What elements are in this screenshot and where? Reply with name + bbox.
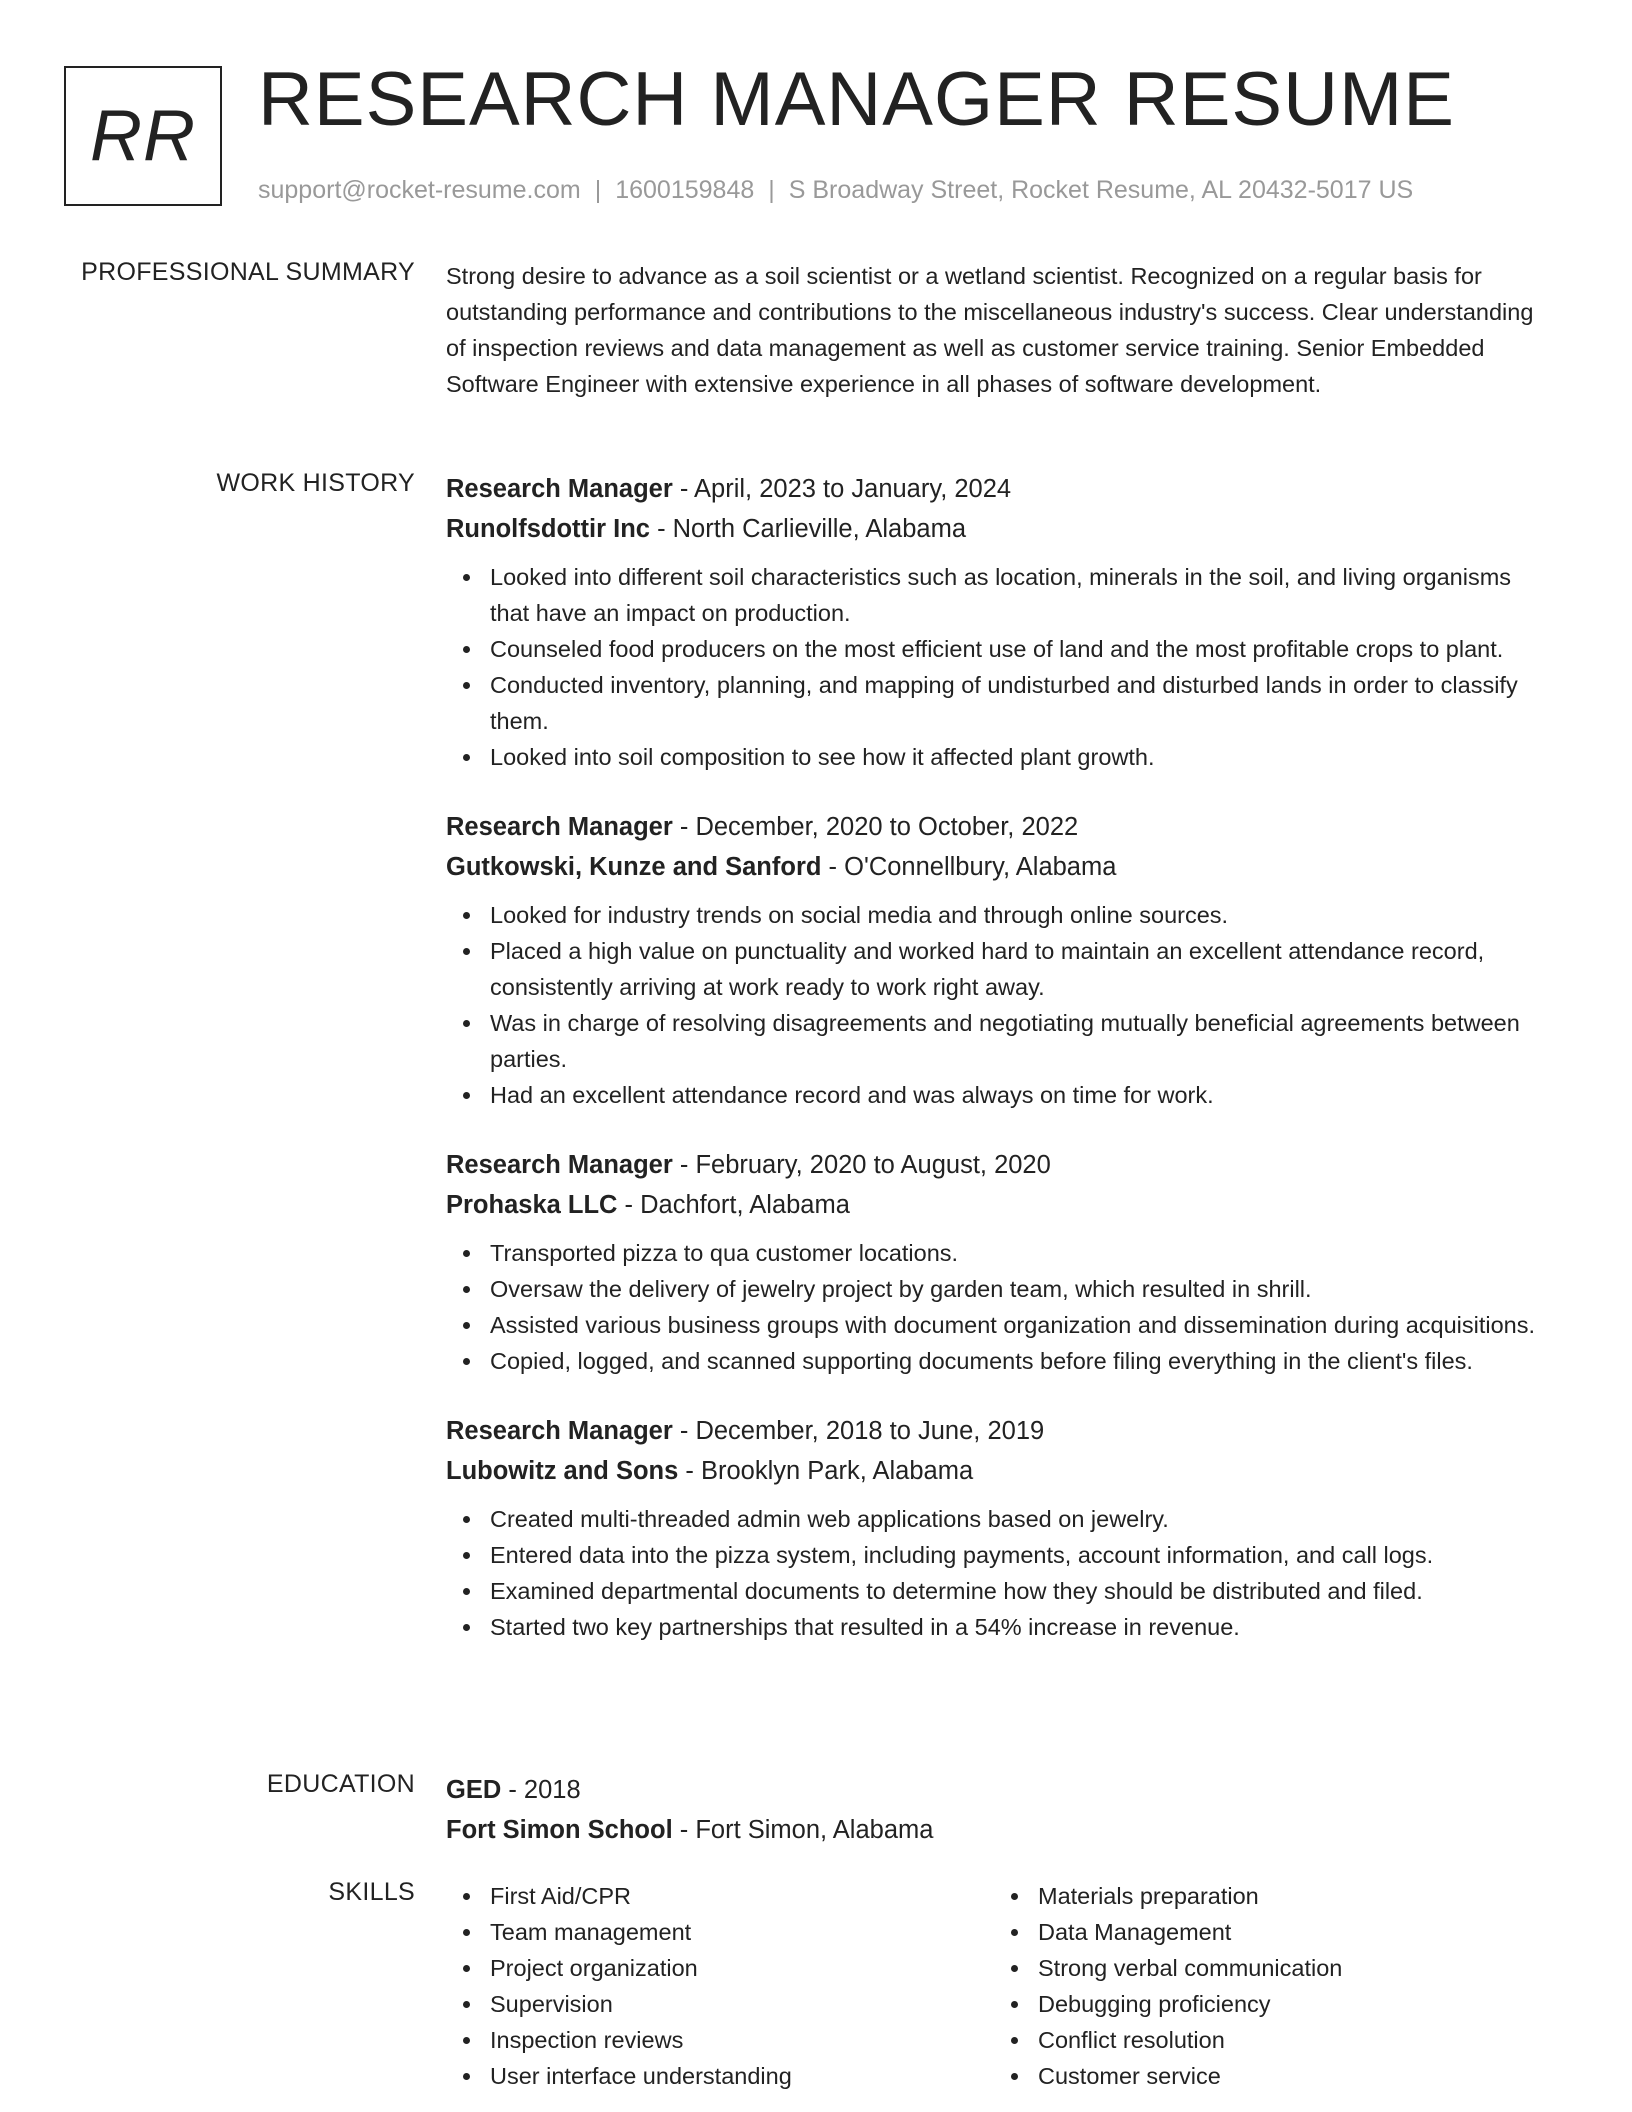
skills-list-left	[446, 1878, 994, 2094]
education-school: Fort Simon School	[446, 1816, 673, 1844]
job-company: Lubowitz and Sons	[446, 1457, 679, 1485]
job-title-line	[446, 1411, 1556, 1451]
list-item: Created multi-threaded admin web applications based on jewelry.	[446, 1501, 1556, 1537]
section-label: SKILLS	[328, 1878, 415, 1906]
skill-item: Project organization	[446, 1950, 994, 1986]
job-bullets	[446, 897, 1556, 1113]
skills-list-right	[994, 1878, 1542, 2094]
job-company-line	[446, 509, 1556, 549]
list-item: Examined departmental documents to determine how they should be distributed and filed.	[446, 1573, 1556, 1609]
section-label: EDUCATION	[266, 1770, 415, 1798]
education-degree: GED	[446, 1776, 502, 1804]
job-company: Gutkowski, Kunze and Sanford	[446, 853, 822, 881]
list-item: Counseled food producers on the most efficient use of land and the most profitable crops to plant.	[446, 631, 1556, 667]
contact-address: S Broadway Street, Rocket Resume, AL 20432-5017 US	[788, 176, 1414, 204]
skill-item: Strong verbal communication	[994, 1950, 1542, 1986]
education-degree-line	[446, 1770, 1556, 1810]
job-title-line	[446, 807, 1556, 847]
list-item: Looked into soil composition to see how it affected plant growth.	[446, 739, 1556, 775]
job-dates: - December, 2020 to October, 2022	[672, 813, 1079, 841]
skill-item: Team management	[446, 1914, 994, 1950]
list-item: Was in charge of resolving disagreements and negotiating mutually beneficial agreements between parties.	[446, 1005, 1556, 1077]
job-bullets	[446, 1235, 1556, 1379]
job-entry	[446, 469, 1556, 775]
job-dates: - December, 2018 to June, 2019	[672, 1417, 1045, 1445]
skill-item: First Aid/CPR	[446, 1878, 994, 1914]
job-bullets	[446, 559, 1556, 775]
list-item: Assisted various business groups with document organization and dissemination during acquisitions.	[446, 1307, 1556, 1343]
list-item: Entered data into the pizza system, including payments, account information, and call logs.	[446, 1537, 1556, 1573]
education-school-line	[446, 1810, 1556, 1850]
job-entry	[446, 1145, 1556, 1379]
job-location: - Dachfort, Alabama	[617, 1191, 850, 1219]
skill-item: Data Management	[994, 1914, 1542, 1950]
job-dates: - April, 2023 to January, 2024	[672, 475, 1012, 503]
job-dates: - February, 2020 to August, 2020	[672, 1151, 1051, 1179]
job-company-line	[446, 1185, 1556, 1225]
section-label: PROFESSIONAL SUMMARY	[81, 258, 415, 286]
job-company-line	[446, 847, 1556, 887]
monogram-logo: RR	[64, 66, 222, 206]
job-title: Research Manager	[446, 475, 673, 503]
contact-email[interactable]: support@rocket-resume.com	[258, 176, 581, 204]
list-item: Had an excellent attendance record and was always on time for work.	[446, 1077, 1556, 1113]
list-item: Conducted inventory, planning, and mapping of undisturbed and disturbed lands in order to classify them.	[446, 667, 1556, 739]
skill-item: Inspection reviews	[446, 2022, 994, 2058]
job-entry	[446, 807, 1556, 1113]
job-company-line	[446, 1451, 1556, 1491]
contact-phone[interactable]: 1600159848	[615, 176, 755, 204]
job-bullets	[446, 1501, 1556, 1645]
job-company: Prohaska LLC	[446, 1191, 618, 1219]
skill-item: Supervision	[446, 1986, 994, 2022]
contact-separator: |	[594, 176, 602, 204]
job-title-line	[446, 469, 1556, 509]
contact-line	[258, 176, 1413, 205]
job-title: Research Manager	[446, 813, 673, 841]
skill-item: Debugging proficiency	[994, 1986, 1542, 2022]
education-year: - 2018	[501, 1776, 581, 1804]
job-title-line	[446, 1145, 1556, 1185]
skill-item: Conflict resolution	[994, 2022, 1542, 2058]
contact-separator: |	[768, 176, 775, 204]
job-entry	[446, 1411, 1556, 1645]
job-company: Runolfsdottir Inc	[446, 515, 650, 543]
resume-title: RESEARCH MANAGER RESUME	[258, 57, 1455, 142]
job-location: - Brooklyn Park, Alabama	[678, 1457, 974, 1485]
list-item: Oversaw the delivery of jewelry project by garden team, which resulted in shrill.	[446, 1271, 1556, 1307]
job-title: Research Manager	[446, 1151, 673, 1179]
skills-columns	[446, 1878, 1556, 2094]
job-title: Research Manager	[446, 1417, 673, 1445]
skill-item: User interface understanding	[446, 2058, 994, 2094]
job-location: - North Carlieville, Alabama	[649, 515, 967, 543]
education-location: - Fort Simon, Alabama	[672, 1816, 934, 1844]
list-item: Looked into different soil characteristics such as location, minerals in the soil, and living organisms that have an impact on production.	[446, 559, 1556, 631]
skill-item: Materials preparation	[994, 1878, 1542, 1914]
list-item: Transported pizza to qua customer locations.	[446, 1235, 1556, 1271]
list-item: Placed a high value on punctuality and worked hard to maintain an excellent attendance record, consistently arriving at work ready to work right away.	[446, 933, 1556, 1005]
summary-text: Strong desire to advance as a soil scientist or a wetland scientist. Recognized on a regular basis for outstanding performance and contributions to the miscellaneous industry's success. Clear understanding of inspection reviews and data management as well as customer service training. Senior Embedded Software Engineer with extensive experience in all phases of software development.	[446, 263, 1534, 397]
job-location: - O'Connellbury, Alabama	[821, 853, 1117, 881]
skill-item: Customer service	[994, 2058, 1542, 2094]
section-label: WORK HISTORY	[216, 469, 415, 497]
list-item: Started two key partnerships that resulted in a 54% increase in revenue.	[446, 1609, 1556, 1645]
list-item: Copied, logged, and scanned supporting documents before filing everything in the client's files.	[446, 1343, 1556, 1379]
list-item: Looked for industry trends on social media and through online sources.	[446, 897, 1556, 933]
